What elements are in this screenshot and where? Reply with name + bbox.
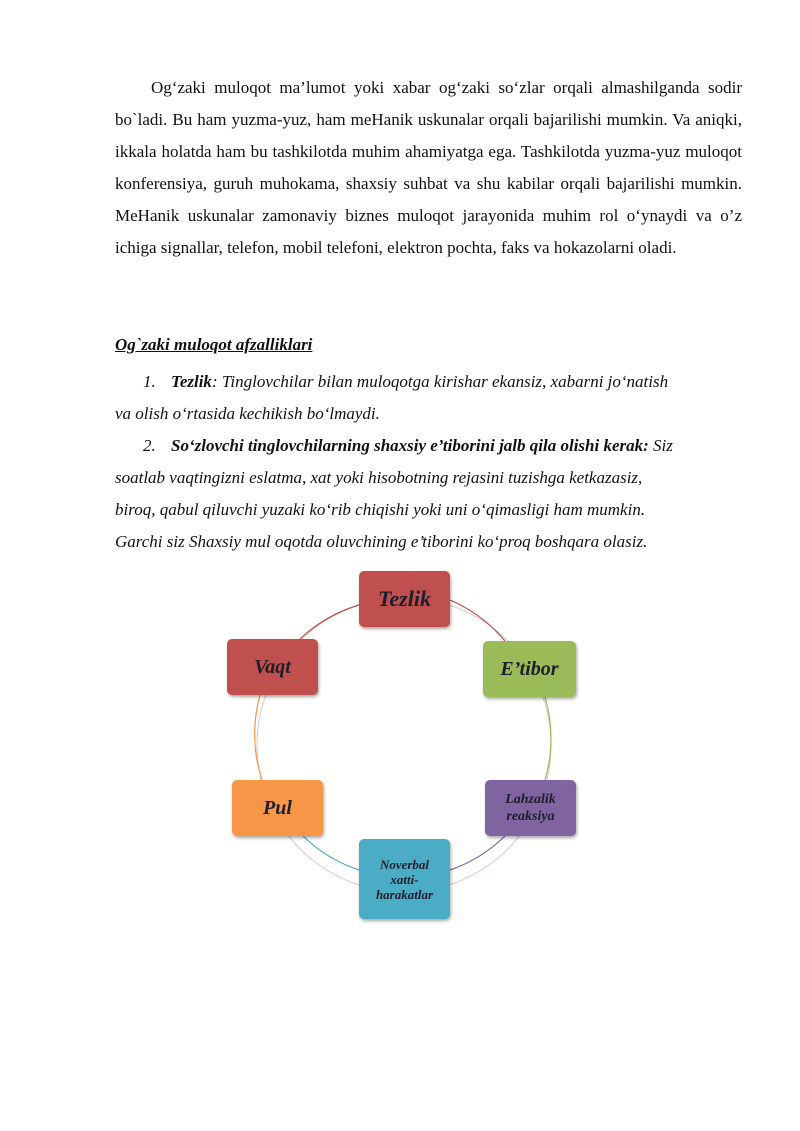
node-label: E’tibor xyxy=(500,657,559,680)
list-item-text: soatlab vaqtingizni eslatma, xat yoki hisobotning rejasini tuzishga ketkazasiz, xyxy=(115,468,643,487)
arc-noverbal-pul xyxy=(303,836,359,870)
diagram-node-etibor xyxy=(483,641,576,697)
node-label xyxy=(376,857,433,902)
body-paragraph-text: Og‘zaki muloqot ma’lumot yoki xabar og‘zaki so‘zlar orqali almashilganda sodir bo`ladi. Bu ham yuzma-yuz, ham meHanik uskunalar orqali bajarilishi mumkin. Va aniqki, ikkala holatda ham bu tashkilotda muhim ahamiyatga ega. Tashkilotda yuzma-yuz muloqot konferensiya, guruh muhokama, shaxsiy suhbat va shu kabilar orqali bajarilishi mumkin. MeHanik uskunalar zamonaviy biznes muloqot jarayonida muhim rol o‘ynaydi va o’z ichiga signallar, telefon, mobil telefoni, elektron pochta, faks va hokazolarni oladi. xyxy=(115,78,742,257)
list-item-title: Tezlik xyxy=(171,372,212,391)
diagram-node-pul xyxy=(232,780,323,836)
diagram-node-tezlik xyxy=(359,571,450,627)
node-label-line: xatti- xyxy=(390,871,419,887)
diagram-node-noverbal xyxy=(359,839,450,919)
arc-tezlik-etibor xyxy=(450,600,505,641)
list-item-number: 1. xyxy=(143,372,156,391)
node-label: Pul xyxy=(263,796,292,819)
section-heading: Og`zaki muloqot afzalliklari xyxy=(115,335,313,354)
node-label: Tezlik xyxy=(378,586,431,611)
list-item-text: biroq, qabul qiluvchi yuzaki ko‘rib chiqishi yoki uni o‘qimasligi ham mumkin. xyxy=(115,500,646,519)
arc-vaqt-tezlik xyxy=(300,605,359,639)
arc-pul-vaqt xyxy=(255,695,262,780)
list-item-text: Siz xyxy=(648,436,673,455)
diagram-node-vaqt xyxy=(227,639,318,695)
list-item-number: 2. xyxy=(143,436,156,455)
node-label-line: reaksiya xyxy=(506,809,555,824)
node-label: Vaqt xyxy=(254,655,291,678)
list-item-text: Tinglovchilar bilan muloqotga kirishar ekansiz, xabarni jo‘natish xyxy=(217,372,669,391)
list-item-title: So‘zlovchi tinglovchilarning shaxsiy e’tiborini jalb qila olishi kerak: xyxy=(171,436,649,455)
list-item-separator: : xyxy=(211,372,218,391)
diagram-node-lahzalik-reaksiya xyxy=(485,780,576,836)
node-label-line: harakatlar xyxy=(375,886,434,902)
list-item-text: va olish o‘rtasida kechikish bo‘lmaydi. xyxy=(115,404,380,423)
arc-etibor-lahzalik xyxy=(545,697,551,780)
node-label-line: Lahzalik xyxy=(505,792,556,807)
arc-lahzalik-noverbal xyxy=(450,836,505,870)
list-item-text: Garchi siz Shaxsiy mul oqotda oluvchining e’tiborini ko‘proq boshqara olasiz. xyxy=(115,532,648,551)
node-label-line: Noverbal xyxy=(379,856,430,872)
node-label xyxy=(505,791,556,825)
